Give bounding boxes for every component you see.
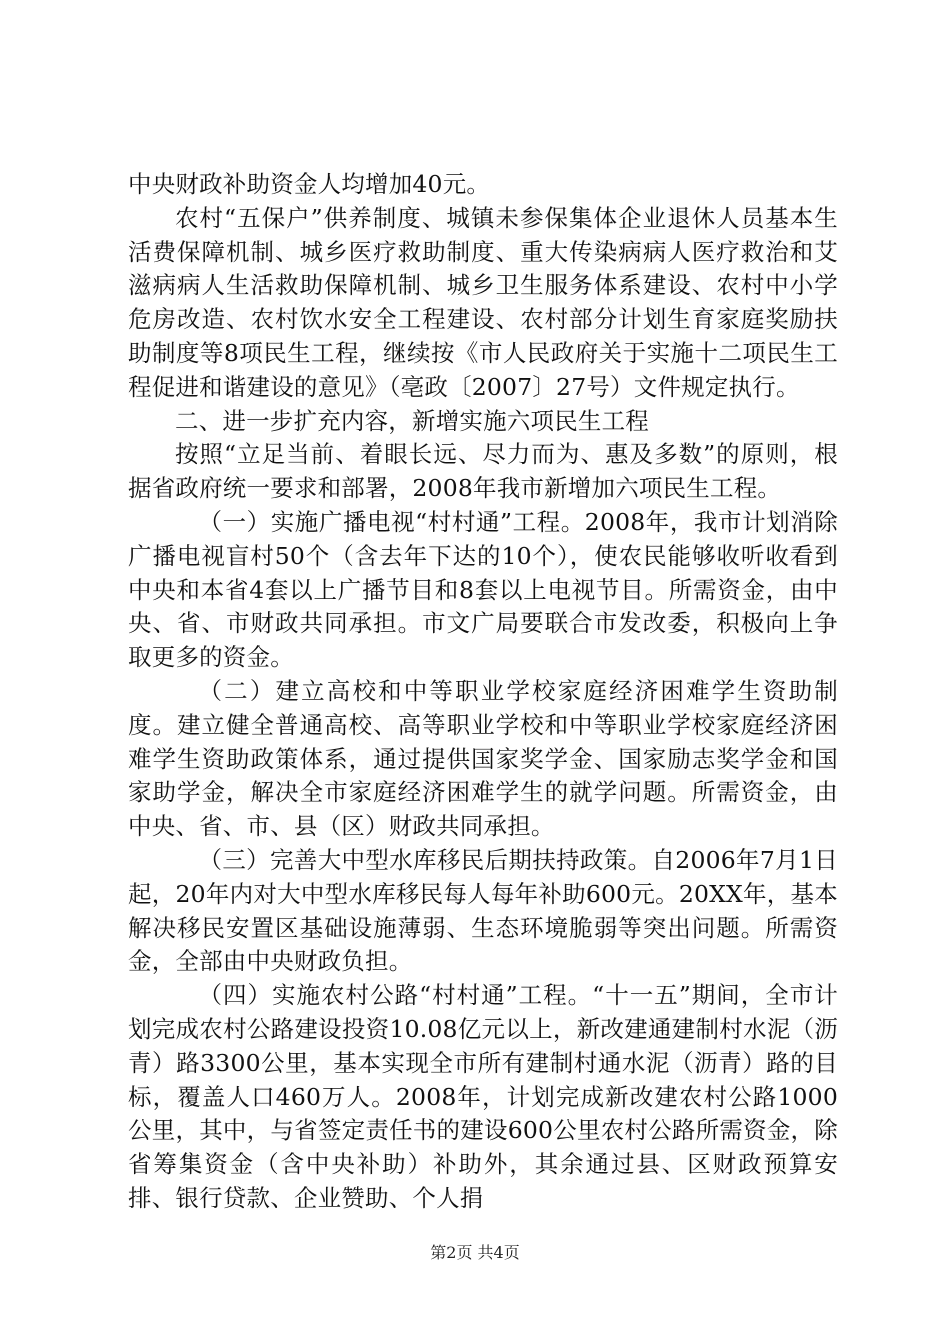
paragraph-item-2-student-aid: （二）建立高校和中等职业学校家庭经济困难学生资助制度。建立健全普通高校、高等职业学校和中等职业学校家庭经济困难学生资助政策体系，通过提供国家奖学金、国家励志奖学金和国家助学金，解决全市家庭经济困难学生的就学问题。所需资金，由中央、省、市、县（区）财政共同承担。 [128,676,838,841]
page-footer [0,1240,950,1263]
paragraph-continuation: 中央财政补助资金人均增加40元。 [128,170,491,198]
section-heading-new-projects: 二、进一步扩充内容，新增实施六项民生工程 [175,406,649,435]
paragraph-existing-projects: 农村“五保户”供养制度、城镇未参保集体企业退休人员基本生活费保障机制、城乡医疗救助制度、重大传染病病人医疗救治和艾滋病病人生活救助保障机制、城乡卫生服务体系建设、农村中小学危房改造、农村饮水安全工程建设、农村部分计划生育家庭奖励扶助制度等8项民生工程，继续按《市人民政府关于实施十二项民生工程促进和谐建设的意见》（亳政〔2007〕27号）文件规定执行。 [128,203,838,401]
paragraph-principles: 按照“立足当前、着眼长远、尽力而为、惠及多数”的原则，根据省政府统一要求和部署，2008年我市新增加六项民生工程。 [128,440,838,503]
paragraph-item-4-rural-roads: （四）实施农村公路“村村通”工程。“十一五”期间，全市计划完成农村公路建设投资10.08亿元以上，新改建通建制村水泥（沥青）路3300公里，基本实现全市所有建制村通水泥（沥青）路的目标，覆盖人口460万人。2008年，计划完成新改建农村公路1000公里，其中，与省签定责任书的建设600公里农村公路所需资金，除省筹集资金（含中央补助）补助外，其余通过县、区财政预算安排、银行贷款、企业赞助、个人捐 [128,981,838,1212]
document-body [128,168,838,1216]
paragraph-item-1-broadcast: （一）实施广播电视“村村通”工程。2008年，我市计划消除广播电视盲村50个（含去年下达的10个），使农民能够收听收看到中央和本省4套以上广播节目和8套以上电视节目。所需资金，由中央、省、市财政共同承担。市文广局要联合市发改委，积极向上争取更多的资金。 [128,507,838,672]
page-number: 第2页 共4页 [430,1243,520,1262]
paragraph-item-3-reservoir: （三）完善大中型水库移民后期扶持政策。自2006年7月1日起，20年内对大中型水库移民每人每年补助600元。20XX年，基本解决移民安置区基础设施薄弱、生态环境脆弱等突出问题。所需资金，全部由中央财政负担。 [128,845,838,976]
